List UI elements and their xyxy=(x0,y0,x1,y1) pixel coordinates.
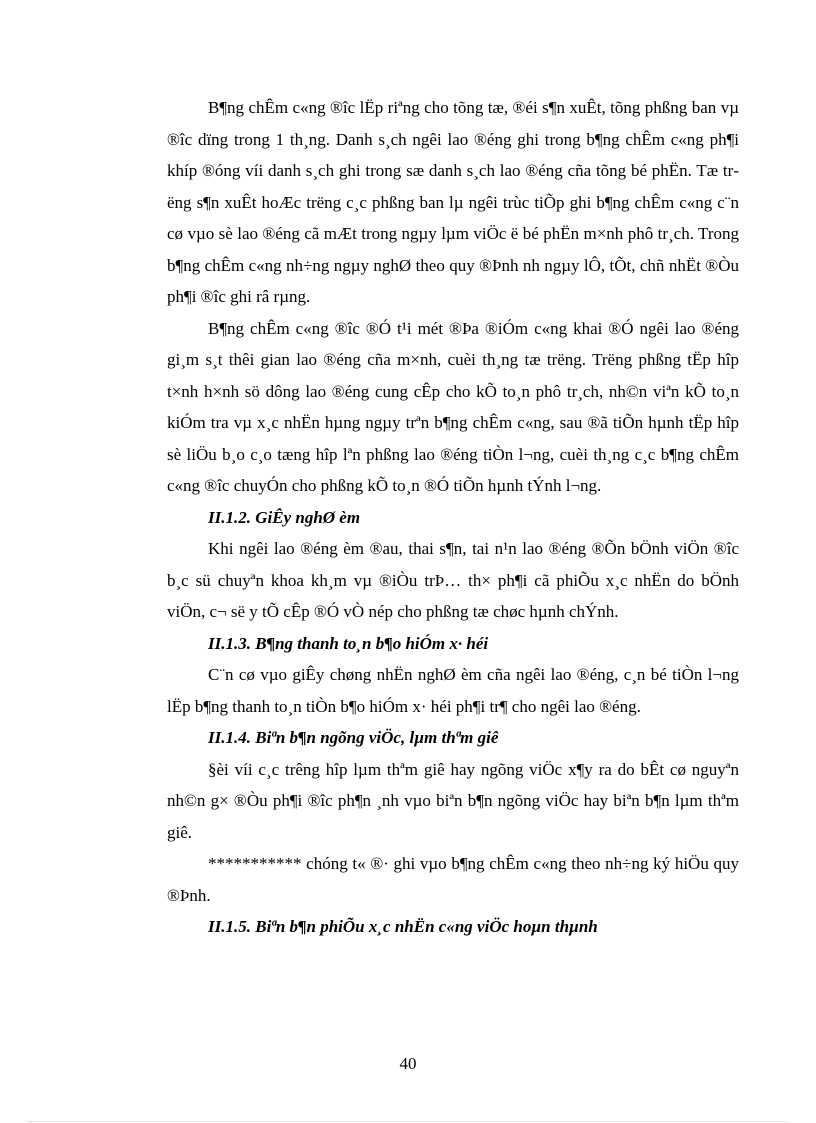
paragraph-sick-leave: Khi ngêi lao ®éng èm ®au, thai s¶n, tai n¹n lao ®éng ®Õn bÖnh viÖn ®îc b¸c sü chuyªn khoa kh¸m vµ ®iÒu trÞ… th× ph¶i cã phiÕu x¸c nhËn do bÖnh viÖn, c¬ së y tÕ cÊp ®Ó vÒ nép cho phßng tæ chøc hµnh chÝnh. xyxy=(167,539,739,621)
section-heading-2-1-3: II.1.3. B¶ng thanh to¸n b¶o hiÓm x· héi xyxy=(208,633,489,653)
paragraph-timesheet-posting: B¶ng chÊm c«ng ®îc ®Ó t¹i mét ®Þa ®iÓm c«ng khai ®Ó ngêi lao ®éng gi¸m s¸t thêi gian lao ®éng cña m×nh, cuèi th¸ng tæ trëng. Trëng phßng tËp hîp t×nh h×nh sö dông lao ®éng cung cÊp cho kÕ to¸n phô tr¸ch, nh©n viªn kÕ to¸n kiÓm tra vµ x¸c nhËn hµng ngµy trªn b¶ng chÊm c«ng, sau ®ã tiÕn hµnh tËp hîp sè liÖu b¸o c¸o tæng hîp lªn phßng lao ®éng tiÒn l¬ng, cuèi th¸ng c¸c b¶ng chÊm c«ng ®îc chuyÓn cho phßng kÕ to¸n ®Ó tiÕn hµnh tÝnh l¬ng. xyxy=(167,318,739,495)
document-body xyxy=(167,92,739,943)
section-heading-2-1-5: II.1.5. Biªn b¶n phiÕu x¸c nhËn c«ng viÖc hoµn thµnh xyxy=(208,917,598,936)
page-bottom-rule xyxy=(28,1121,788,1122)
paragraph-insurance-payment: C¨n cø vµo giÊy chøng nhËn nghØ èm cña ngêi lao ®éng, c¸n bé tiÒn l¬ng lËp b¶ng thanh to¸n tiÒn b¶o hiÓm x· héi ph¶i tr¶ cho ngêi lao ®éng. xyxy=(167,665,739,716)
page-number: 40 xyxy=(399,1054,417,1073)
paragraph-timesheet-setup: B¶ng chÊm c«ng ®îc lËp riªng cho tõng tæ, ®éi s¶n xuÊt, tõng phßng ban vµ ®îc dïng trong 1 th¸ng. Danh s¸ch ngêi lao ®éng ghi trong b¶ng chÊm c«ng ph¶i khíp ®óng víi danh s¸ch ghi trong sæ danh s¸ch lao ®éng cña tõng bé phËn. Tæ trëng s¶n xuÊt hoÆc trëng c¸c phßng ban lµ ngêi trùc tiÕp ghi b¶ng chÊm c«ng c¨n cø vµo sè lao ®éng cã mÆt trong ngµy lµm viÖc ë bé phËn m×nh phô tr¸ch. Trong b¶ng chÊm c«ng nh÷ng ngµy nghØ theo quy ®Þnh nh ngµy lÔ, tÕt, chñ nhËt ®Òu ph¶i ®îc ghi râ rµng. xyxy=(167,98,739,306)
section-heading-2-1-2: II.1.2. GiÊy nghØ èm xyxy=(208,507,361,527)
section-heading-2-1-4: II.1.4. Biªn b¶n ngõng viÖc, lµm thªm giê xyxy=(208,728,499,747)
paragraph-stoppage-overtime: §èi víi c¸c trêng hîp lµm thªm giê hay ngõng viÖc x¶y ra do bÊt cø nguyªn nh©n g× ®Òu ph¶i ®îc ph¶n ¸nh vµo biªn b¶n ngõng viÖc hay biªn b¶n lµm thªm giê. xyxy=(167,759,739,842)
paragraph-notation: *********** chóng t« ®· ghi vµo b¶ng chÊm c«ng theo nh÷ng ký hiÖu quy ®Þnh. xyxy=(167,854,739,905)
